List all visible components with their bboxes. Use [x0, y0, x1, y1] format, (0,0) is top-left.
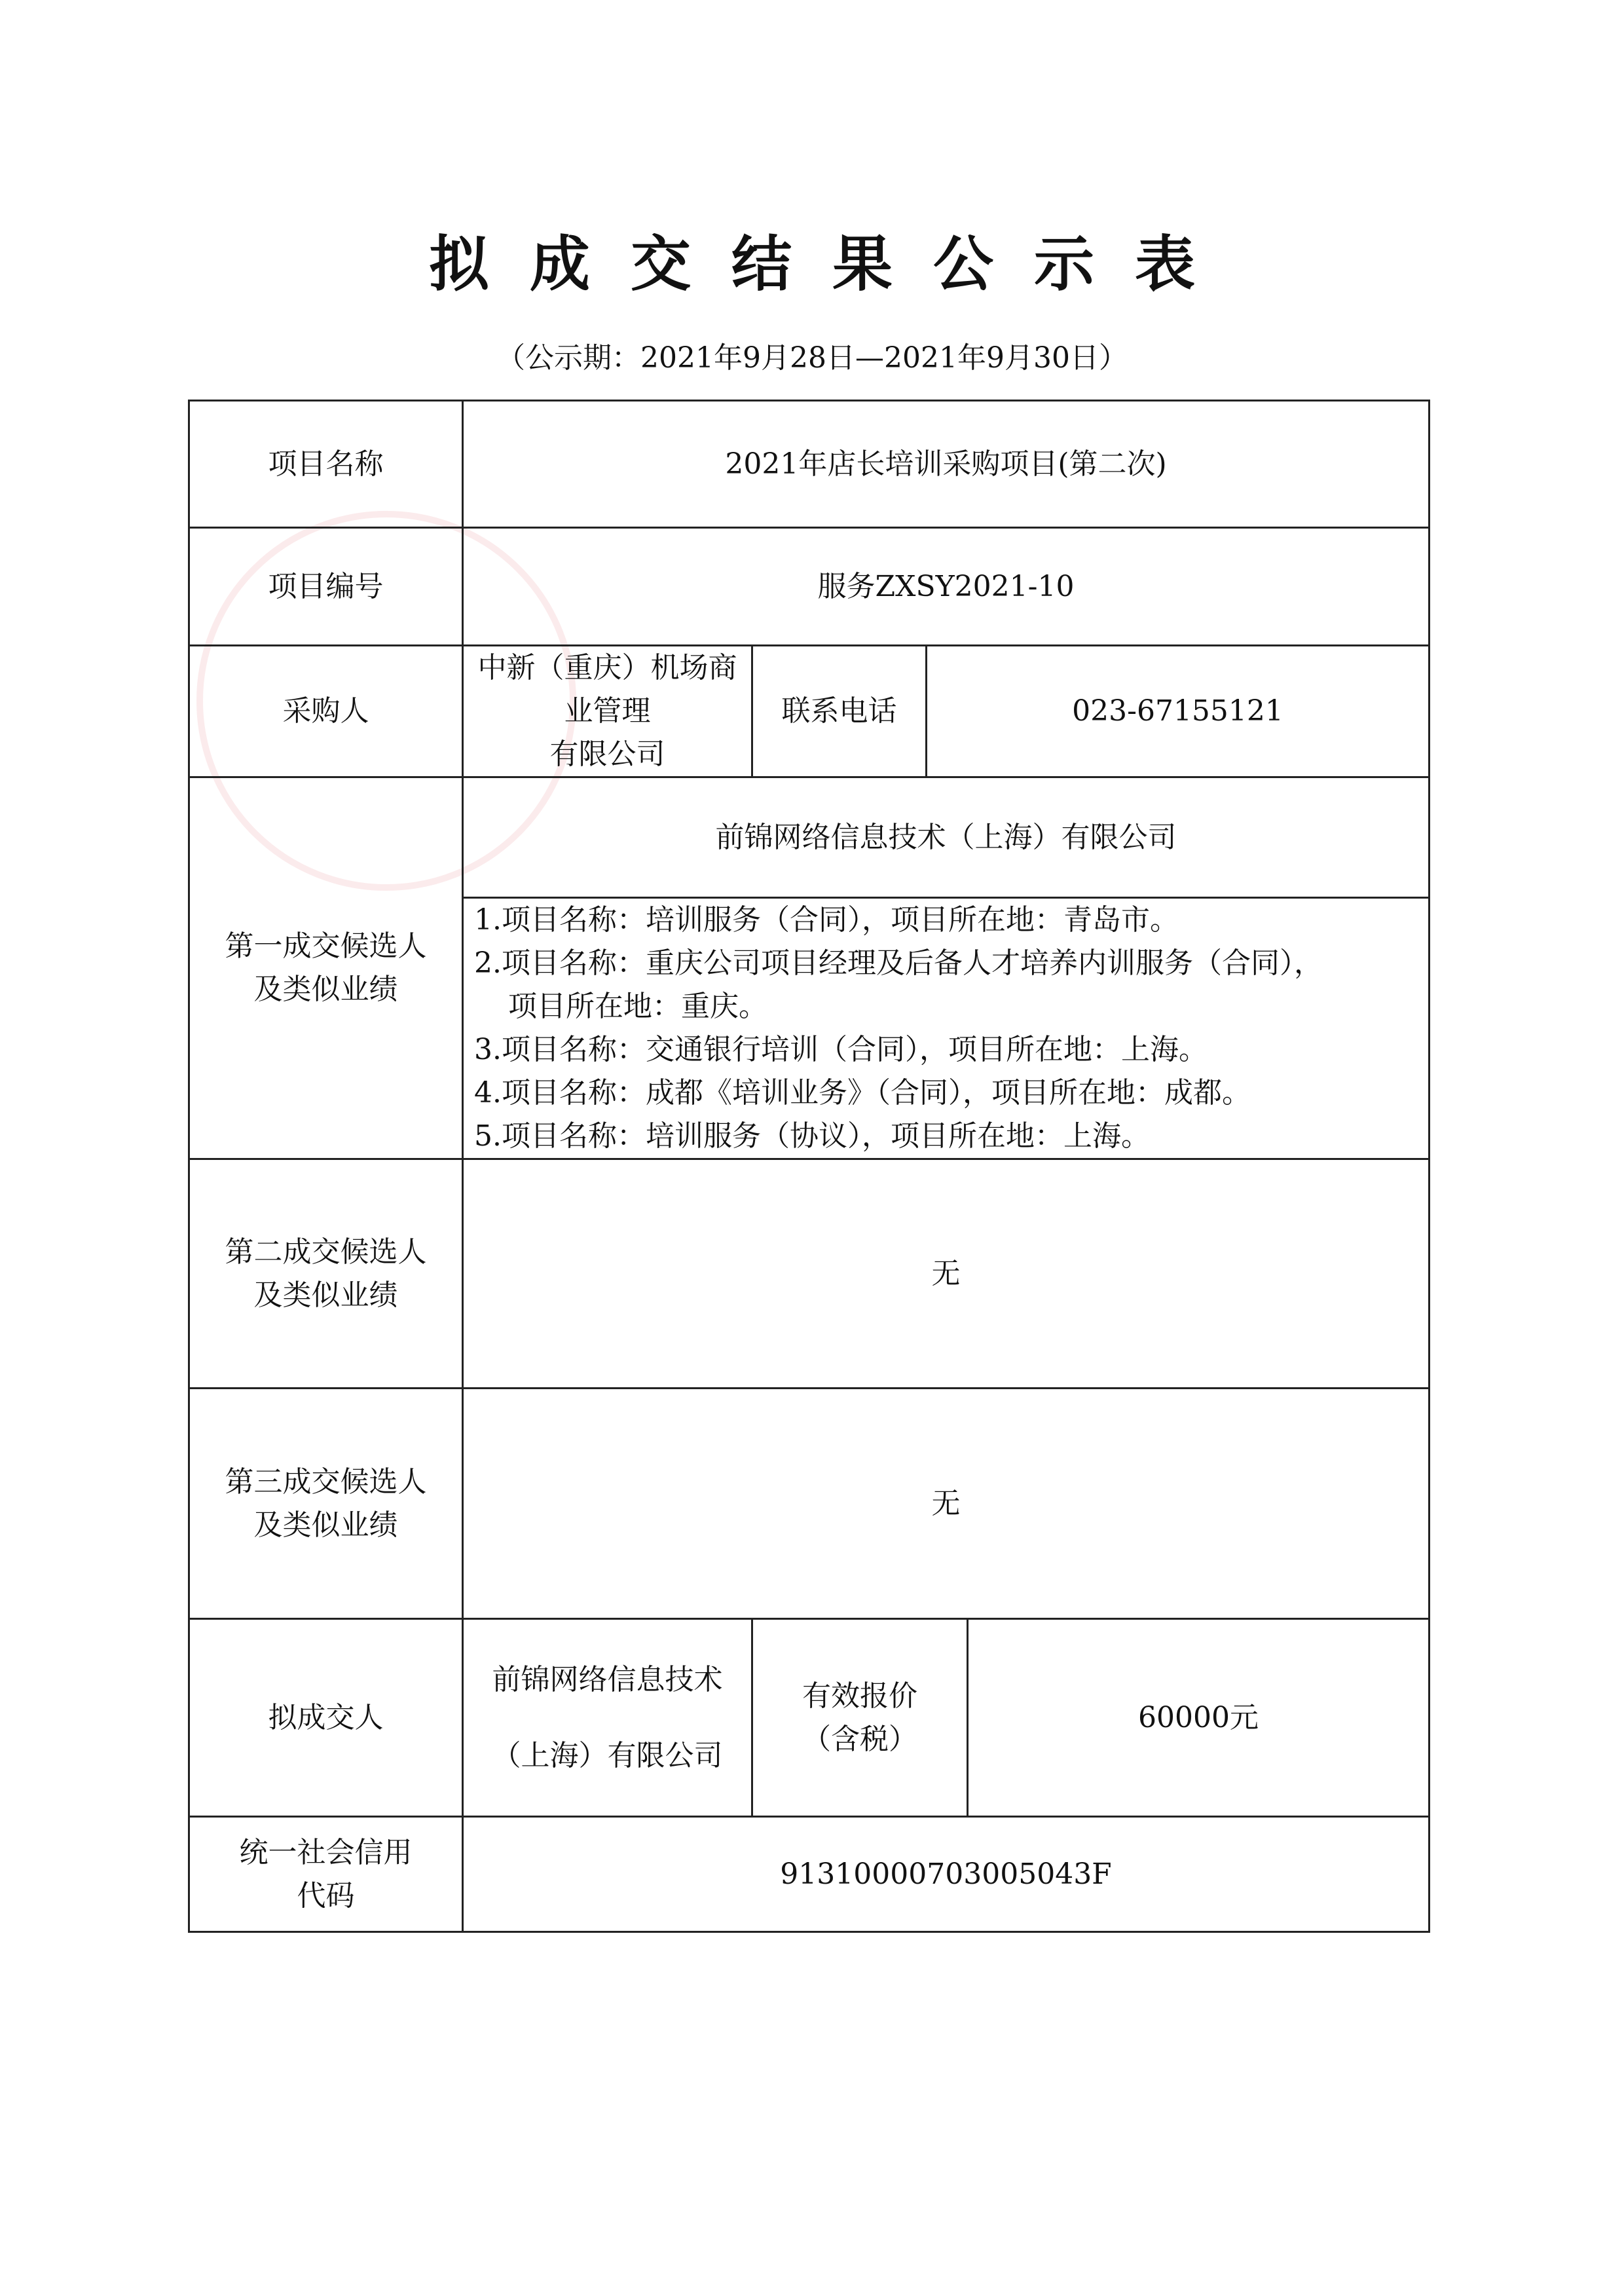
purchaser-value	[463, 646, 752, 777]
performance-item-1: 1.项目名称：培训服务（合同），项目所在地：青岛市。	[474, 903, 1179, 937]
credit-code-label	[189, 1817, 463, 1932]
publicity-period: （公示期：2021年9月28日—2021年9月30日）	[496, 341, 1128, 375]
row-first-candidate-name	[189, 777, 1430, 898]
row-second-candidate	[189, 1159, 1430, 1389]
second-candidate-label	[189, 1159, 463, 1389]
project-name-label: 项目名称	[189, 401, 463, 528]
second-candidate-label-line-1: 第二成交候选人	[225, 1235, 427, 1269]
price-value: 60000元	[968, 1619, 1430, 1817]
row-winner	[189, 1619, 1430, 1817]
purchaser-line-2: 有限公司	[549, 737, 665, 771]
performance-item-2-cont: 项目所在地：重庆。	[508, 990, 767, 1023]
performance-item-5: 5.项目名称：培训服务（协议），项目所在地：上海。	[474, 1119, 1150, 1153]
contact-label: 联系电话	[752, 646, 927, 777]
result-table	[188, 400, 1430, 1933]
credit-code-label-line-2: 代码	[297, 1878, 355, 1912]
price-label-line-1: 有效报价	[802, 1679, 917, 1713]
row-third-candidate	[189, 1389, 1430, 1619]
credit-code-label-line-1: 统一社会信用	[239, 1835, 413, 1869]
page-title: 拟成交结果公示表	[428, 229, 1236, 299]
first-candidate-label-line-1: 第一成交候选人	[225, 929, 427, 963]
credit-code-value: 91310000703005043F	[463, 1817, 1430, 1932]
third-candidate-label-line-1: 第三成交候选人	[225, 1465, 427, 1499]
third-candidate-value: 无	[463, 1389, 1430, 1619]
first-candidate-label	[189, 777, 463, 1159]
second-candidate-label-line-2: 及类似业绩	[253, 1278, 398, 1312]
first-candidate-name: 前锦网络信息技术（上海）有限公司	[463, 777, 1430, 898]
contact-value: 023-67155121	[927, 646, 1430, 777]
first-candidate-label-line-2: 及类似业绩	[253, 973, 398, 1006]
row-project-no	[189, 528, 1430, 646]
purchaser-label: 采购人	[189, 646, 463, 777]
project-no-value: 服务ZXSY2021-10	[463, 528, 1430, 646]
performance-item-3: 3.项目名称：交通银行培训（合同），项目所在地：上海。	[474, 1033, 1208, 1066]
price-label	[752, 1619, 968, 1817]
performance-item-4: 4.项目名称：成都《培训业务》（合同），项目所在地：成都。	[474, 1076, 1251, 1110]
third-candidate-label	[189, 1389, 463, 1619]
row-purchaser	[189, 646, 1430, 777]
performance-item-2: 2.项目名称：重庆公司项目经理及后备人才培养内训服务（合同），	[474, 946, 1323, 980]
row-project-name	[189, 401, 1430, 528]
project-no-label: 项目编号	[189, 528, 463, 646]
second-candidate-value: 无	[463, 1159, 1430, 1389]
project-name-value: 2021年店长培训采购项目(第二次)	[463, 401, 1430, 528]
purchaser-line-1: 中新（重庆）机场商业管理	[477, 651, 737, 728]
row-credit-code	[189, 1817, 1430, 1932]
winner-line-2: （上海）有限公司	[492, 1738, 723, 1772]
winner-label: 拟成交人	[189, 1619, 463, 1817]
winner-value	[463, 1619, 752, 1817]
third-candidate-label-line-2: 及类似业绩	[253, 1508, 398, 1542]
first-candidate-performance	[463, 898, 1430, 1159]
price-label-line-2: （含税）	[802, 1722, 917, 1756]
winner-line-1: 前锦网络信息技术	[492, 1662, 723, 1696]
